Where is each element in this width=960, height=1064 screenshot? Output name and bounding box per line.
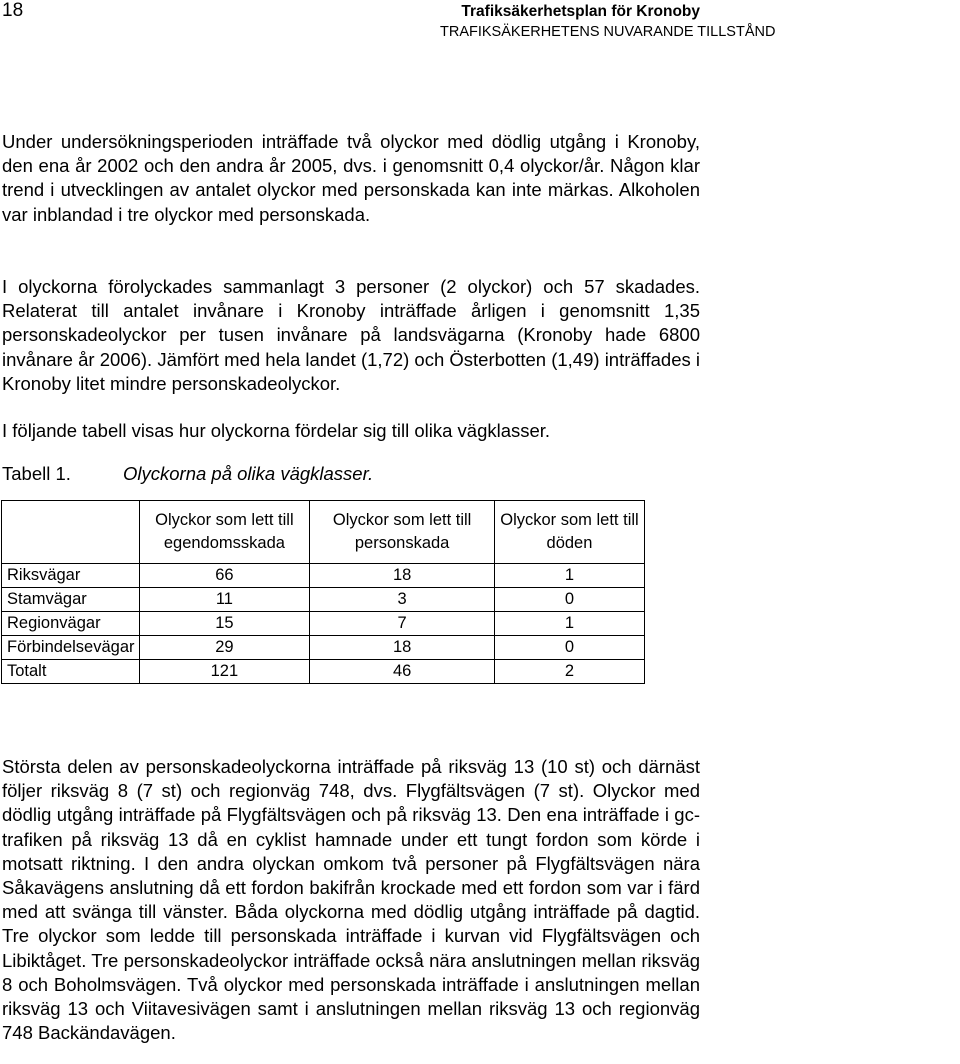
- table-caption-text: Olyckorna på olika vägklasser.: [123, 463, 374, 484]
- table-cell: 18: [310, 564, 495, 588]
- table-row-total: [2, 660, 645, 684]
- table-caption: [2, 462, 373, 486]
- table-cell: 121: [139, 660, 310, 684]
- paragraph-accident-locations: Största delen av personskadeolyckorna inträffade på riksväg 13 (10 st) och därnäst följer riksväg 8 (7 st) och regionväg 748, dvs. Flygfältsvägen (7 st). Olyckor med dödlig utgång inträffade på Flygfältsvägen och på riksväg 13. Den ena inträffade i gc-trafiken på riksväg 13 då en cyklist hamnade under ett tungt fordon som körde i motsatt riktning. I den andra olyckan omkom två personer på Flygfältsvägen nära Såkavägens anslutning då ett fordon bakifrån krockade med ett fordon som var i färd med att svänga till vänster. Båda olyckorna med dödlig utgång inträffade på dagtid. Tre olyckor som ledde till personskada inträffade i kurvan vid Flygfältsvägen och Libiktåget. Tre personskadeolyckor inträffade också nära anslutningen mellan riksväg 8 och Boholmsvägen. Två olyckor med personskada inträffade i anslutningen mellan riksväg 13 och Viitavesivägen samt i anslutningen mellan riksväg 13 och regionväg 748 Backändavägen.: [2, 756, 700, 1044]
- table-cell: 15: [139, 612, 310, 636]
- table-cell: 3: [310, 588, 495, 612]
- table-cell: 11: [139, 588, 310, 612]
- table-row: [2, 564, 645, 588]
- table-row: [2, 636, 645, 660]
- table-cell: Totalt: [2, 660, 140, 684]
- table-cell: Förbindelsevägar: [2, 636, 140, 660]
- table-row: [2, 612, 645, 636]
- table-cell: Stamvägar: [2, 588, 140, 612]
- table-header-cell: [2, 501, 140, 564]
- table-cell: 0: [494, 636, 644, 660]
- paragraph-casualties: I olyckorna förolyckades sammanlagt 3 personer (2 olyckor) och 57 skadades. Relaterat till antalet invånare i Kronoby inträffade årligen i genomsnitt 1,35 personskadeolyckor per tusen invånare på landsvägarna (Kronoby hade 6800 invånare år 2006). Jämfört med hela landet (1,72) och Österbotten (1,49) inträffades i Kronoby litet mindre personskadeolyckor.: [2, 276, 700, 394]
- table-cell: Riksvägar: [2, 564, 140, 588]
- header-title: Trafiksäkerhetsplan för Kronoby: [461, 3, 700, 20]
- table-cell: 1: [494, 564, 644, 588]
- table-row: [2, 588, 645, 612]
- page-number: 18: [2, 0, 24, 21]
- table-cell: Regionvägar: [2, 612, 140, 636]
- table-cell: 46: [310, 660, 495, 684]
- paragraph-table-intro: I följande tabell visas hur olyckorna fördelar sig till olika vägklasser.: [2, 420, 551, 441]
- table-cell: 29: [139, 636, 310, 660]
- table-cell: 66: [139, 564, 310, 588]
- table-header-cell: Olyckor som lett till egendomsskada: [139, 501, 310, 564]
- running-header: [440, 2, 776, 42]
- table-caption-label: Tabell 1.: [2, 463, 71, 484]
- accidents-by-road-class-table: [1, 500, 645, 684]
- header-subtitle: TRAFIKSÄKERHETENS NUVARANDE TILLSTÅND: [440, 24, 776, 40]
- table-cell: 18: [310, 636, 495, 660]
- table-cell: 1: [494, 612, 644, 636]
- table-header-cell: Olyckor som lett till personskada: [310, 501, 495, 564]
- table-cell: 0: [494, 588, 644, 612]
- table-cell: 7: [310, 612, 495, 636]
- paragraph-fatal-accidents: Under undersökningsperioden inträffade två olyckor med dödlig utgång i Kronoby, den ena år 2002 och den andra år 2005, dvs. i genomsnitt 0,4 olyckor/år. Någon klar trend i utvecklingen av antalet olyckor med personskada kan inte märkas. Alkoholen var inblandad i tre olyckor med personskada.: [2, 131, 700, 225]
- table-header-row: [2, 501, 645, 564]
- table-cell: 2: [494, 660, 644, 684]
- table-header-cell: Olyckor som lett till döden: [494, 501, 644, 564]
